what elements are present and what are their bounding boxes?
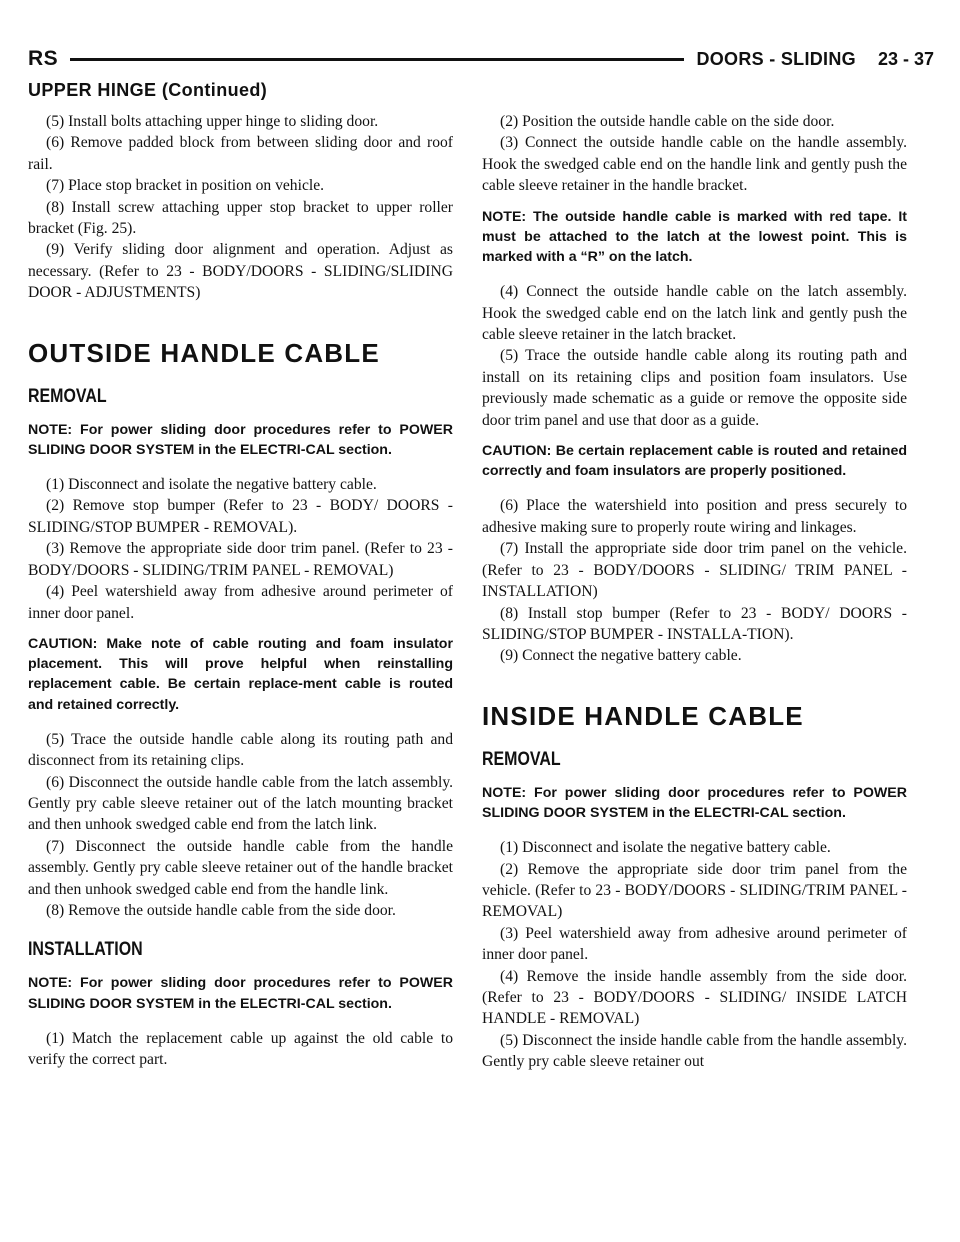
step: (4) Remove the inside handle assembly from the side door. (Refer to 23 - BODY/DOORS - SLIDING/ INSIDE LATCH HANDLE - REMOVAL) <box>482 967 907 1028</box>
step: (3) Remove the appropriate side door trim panel. (Refer to 23 - BODY/DOORS - SLIDING/TRIM PANEL - REMOVAL) <box>28 540 453 579</box>
step: (4) Connect the outside handle cable on the latch assembly. Hook the swedged cable end on the latch link and gently push the cable sleeve retainer in the latch bracket. <box>482 283 907 344</box>
step: (6) Disconnect the outside handle cable from the latch assembly. Gently pry cable sleeve retainer out of the latch mounting bracket and then unhook swedged cable end from the latch link. <box>28 773 453 834</box>
step: (7) Disconnect the outside handle cable from the handle assembly. Gently pry cable sleeve retainer out of the handle bracket and then unhook swedged cable end from the handle link. <box>28 837 453 898</box>
removal-note: NOTE: For power sliding door procedures refer to POWER SLIDING DOOR SYSTEM in the ELECTRI-CAL section. <box>28 421 453 458</box>
step: (5) Trace the outside handle cable along its routing path and disconnect from its retaining clips. <box>28 730 453 770</box>
install-note: NOTE: The outside handle cable is marked with red tape. It must be attached to the latch at the lowest point. This is marked with a “R” on the latch. <box>482 208 907 266</box>
step: (6) Remove padded block from between sliding door and roof rail. <box>28 134 453 173</box>
page-number: 23 - 37 <box>877 48 934 69</box>
step: (5) Disconnect the inside handle cable from the handle assembly. Gently pry cable sleeve retainer out <box>482 1031 907 1071</box>
step: (7) Place stop bracket in position on vehicle. <box>46 177 325 195</box>
left-column <box>28 111 453 1071</box>
right-column <box>482 111 907 1073</box>
step: (3) Connect the outside handle cable on the handle assembly. Hook the swedged cable end on the handle link and gently push the cable sleeve retainer in the handle bracket. <box>482 134 907 195</box>
step: (2) Position the outside handle cable on the side door. <box>500 113 835 130</box>
step: (6) Place the watershield into position and press securely to adhesive making sure to properly route wiring and linkages. <box>482 497 907 536</box>
step: (4) Peel watershield away from adhesive around perimeter of inner door panel. <box>28 583 453 622</box>
manual-code: RS <box>28 47 59 70</box>
header-rule <box>70 58 684 61</box>
inside-removal-note: NOTE: For power sliding door procedures refer to POWER SLIDING DOOR SYSTEM in the ELECTRI-CAL section. <box>482 784 907 821</box>
removal-caution: CAUTION: Make note of cable routing and foam insulator placement. This will prove helpful when reinstalling replacement cable. Be certain replace-ment cable is routed and retained correctly. <box>28 635 453 713</box>
step: (2) Remove stop bumper (Refer to 23 - BODY/ DOORS - SLIDING/STOP BUMPER - REMOVAL). <box>28 497 453 536</box>
installation-heading: INSTALLATION <box>28 939 143 961</box>
step: (5) Trace the outside handle cable along its routing path and install on its retaining clips and position foam insulators. Use previously made schematic as a guide or remove the opposite side door trim panel and use that door as a guide. <box>482 347 907 429</box>
chapter-title: DOORS - SLIDING <box>696 48 856 69</box>
inside-removal-heading: REMOVAL <box>482 748 561 770</box>
step: (1) Disconnect and isolate the negative battery cable. <box>500 839 831 857</box>
step: (2) Remove the appropriate side door trim panel from the vehicle. (Refer to 23 - BODY/DOORS - SLIDING/TRIM PANEL - REMOVAL) <box>482 860 907 921</box>
outside-handle-cable-heading: OUTSIDE HANDLE CABLE <box>28 337 380 368</box>
step: (8) Remove the outside handle cable from the side door. <box>46 901 396 919</box>
step: (7) Install the appropriate side door trim panel on the vehicle. (Refer to 23 - BODY/DOORS - SLIDING/ TRIM PANEL - INSTALLATION) <box>482 540 907 601</box>
step: (5) Install bolts attaching upper hinge to sliding door. <box>46 113 379 130</box>
removal-heading: REMOVAL <box>28 385 107 407</box>
continued-heading: UPPER HINGE (Continued) <box>28 80 268 100</box>
step: (9) Connect the negative battery cable. <box>500 647 742 665</box>
page-header <box>28 42 934 76</box>
step: (3) Peel watershield away from adhesive around perimeter of inner door panel. <box>482 924 907 964</box>
install-caution: CAUTION: Be certain replacement cable is routed and retained correctly and foam insulators are properly positioned. <box>482 443 907 480</box>
inside-handle-cable-heading: INSIDE HANDLE CABLE <box>482 700 804 731</box>
installation-note: NOTE: For power sliding door procedures refer to POWER SLIDING DOOR SYSTEM in the ELECTRI-CAL section. <box>28 975 453 1012</box>
step: (1) Disconnect and isolate the negative battery cable. <box>46 476 377 494</box>
step: (8) Install stop bumper (Refer to 23 - BODY/ DOORS - SLIDING/STOP BUMPER - INSTALLA-TION). <box>482 604 907 643</box>
step: (9) Verify sliding door alignment and operation. Adjust as necessary. (Refer to 23 - BODY/DOORS - SLIDING/SLIDING DOOR - ADJUSTMENTS) <box>28 241 453 302</box>
step: (1) Match the replacement cable up against the old cable to verify the correct part. <box>28 1029 453 1069</box>
step: (8) Install screw attaching upper stop bracket to upper roller bracket (Fig. 25). <box>28 198 453 238</box>
